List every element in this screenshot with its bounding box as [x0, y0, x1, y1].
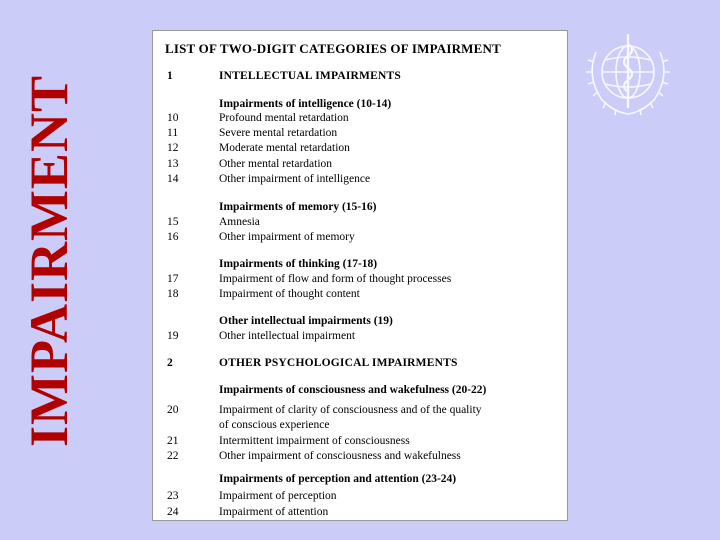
entry-code: 22: [167, 450, 179, 462]
entry-code: 2: [167, 357, 173, 369]
entry-code: 10: [167, 112, 179, 124]
entry-text: Impairment of flow and form of thought processes: [219, 273, 452, 285]
entry-text: Other impairment of intelligence: [219, 173, 371, 185]
entry-text: Amnesia: [219, 216, 260, 228]
entry-text: Other intellectual impairment: [219, 330, 356, 342]
entry-code: 24: [167, 506, 179, 518]
entry-code: 17: [167, 273, 179, 285]
entry-text: Impairment of attention: [219, 506, 329, 518]
entry-text: Moderate mental retardation: [219, 142, 350, 154]
entry-text: Impairments of consciousness and wakefulness (20-22): [219, 384, 487, 396]
entry-code: 20: [167, 404, 179, 416]
entry-text: Impairments of intelligence (10-14): [219, 98, 392, 110]
who-emblem-icon: [578, 22, 678, 122]
entry-code: 14: [167, 173, 179, 185]
entry-text: of conscious experience: [219, 419, 330, 431]
entry-text: Impairment of perception: [219, 490, 337, 502]
entry-text: Severe mental retardation: [219, 127, 338, 139]
entry-text: Impairment of thought content: [219, 288, 360, 300]
entry-text: Impairments of perception and attention (23-24): [219, 473, 457, 485]
document-title: LIST OF TWO-DIGIT CATEGORIES OF IMPAIRMENT: [165, 41, 501, 56]
entry-code: 18: [167, 288, 179, 300]
entry-text: Impairments of memory (15-16): [219, 201, 377, 213]
entry-code: 1: [167, 70, 173, 82]
entry-code: 21: [167, 435, 179, 447]
entry-text: Profound mental retardation: [219, 112, 349, 124]
entry-text: OTHER PSYCHOLOGICAL IMPAIRMENTS: [219, 357, 458, 369]
entry-code: 15: [167, 216, 179, 228]
entry-text: Impairment of clarity of consciousness and of the quality: [219, 404, 482, 416]
entry-text: Intermittent impairment of consciousness: [219, 435, 410, 447]
entry-text: INTELLECTUAL IMPAIRMENTS: [219, 70, 401, 82]
entry-code: 12: [167, 142, 179, 154]
entry-text: Other mental retardation: [219, 158, 333, 170]
entry-code: 11: [167, 127, 179, 139]
entry-code: 13: [167, 158, 179, 170]
entry-text: Impairments of thinking (17-18): [219, 258, 378, 270]
slide-side-title: IMPAIRMENT: [19, 75, 79, 447]
entry-text: Other intellectual impairments (19): [219, 315, 393, 327]
impairment-category-list: [152, 30, 568, 521]
entry-code: 23: [167, 490, 179, 502]
entry-code: 16: [167, 231, 179, 243]
entry-text: Other impairment of memory: [219, 231, 355, 243]
entry-code: 19: [167, 330, 179, 342]
entry-text: Other impairment of consciousness and wakefulness: [219, 450, 461, 462]
